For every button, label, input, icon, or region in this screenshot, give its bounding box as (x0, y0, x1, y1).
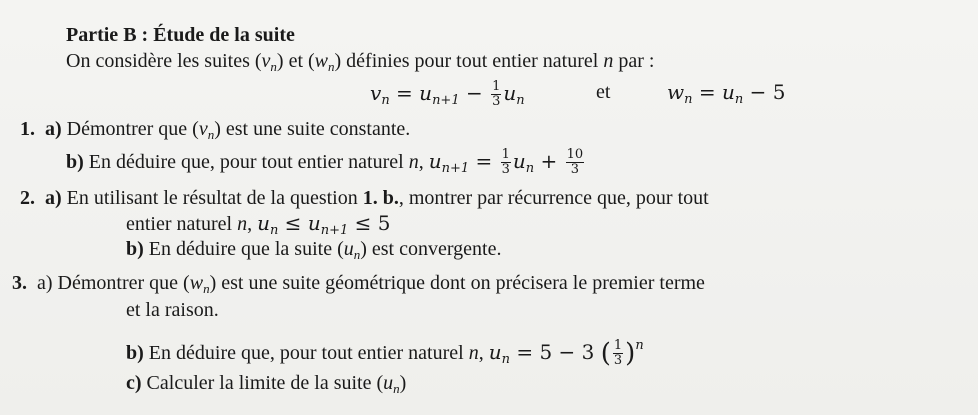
question-1a: 1. a) Démontrer que $(v_n)$ est une suite constante. (20, 118, 411, 142)
definition-v: $v_n = u_{n+1}$ − $\frac{1}{3}$ $u_n$ (370, 79, 525, 109)
question-2a-cont: entier naturel n, $u_n \le u_{n+1} \le 5$ (126, 211, 391, 238)
definition-connector: et (596, 81, 611, 103)
question-3a: 3. a) Démontrer que $(w_n)$ est une suite géométrique dont on précisera le premier terme (12, 272, 705, 296)
question-2b: b) En déduire que la suite $(u_n)$ est convergente. (126, 238, 502, 262)
definition-w: $w_n = u_n - 5$ (667, 80, 786, 107)
intro-text (66, 49, 654, 79)
question-3c: c) Calculer la limite de la suite $(u_n)$ (126, 372, 407, 396)
question-1b: b) En déduire que, pour tout entier naturel n, $u_{n+1}$ = $\frac{1}{3}$ $u_n$ + $\frac{10}{3}$ (66, 147, 584, 177)
question-3b: b) En déduire que, pour tout entier naturel n, $u_n = 5 - 3$ ( $\frac{1}{3}$ )$^n$ (126, 338, 644, 369)
intro-render: On considère les suites $(v_n)$ et $(w_n)$ définies pour tout entier naturel n par : (66, 50, 655, 74)
section-title: Partie B : Étude de la suite (66, 24, 295, 46)
question-3a-cont: et la raison. (126, 299, 219, 321)
question-2a: 2. a) En utilisant le résultat de la question 1. b., montrer par récurrence que, pour tout (20, 187, 709, 209)
